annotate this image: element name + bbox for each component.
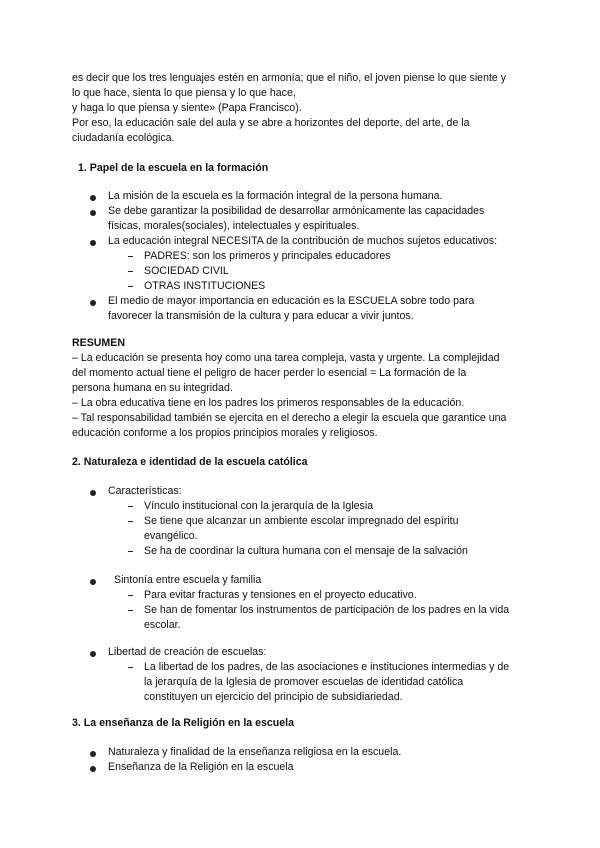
bullet-icon [90,240,96,246]
sub-list-item: Se tiene que alcanzar un ambiente escolar impregnado del espíritu [144,515,459,527]
intro-line: lo que hace, sienta lo que piensa y lo que hace, [72,87,296,99]
intro-line: es decir que los tres lenguajes estén en armonía; que el niño, el joven piense lo que siente y [72,72,507,84]
list-item: Enseñanza de la Religión en la escuela [108,761,294,773]
bullet-icon [90,766,96,772]
dash-icon [128,286,133,287]
sub-list-item: Vínculo institucional con la jerarquía de la Iglesia [144,500,374,512]
dash-icon [128,521,133,522]
resumen-line: – La educación se presenta hoy como una tarea compleja, vasta y urgente. La complejidad [72,352,500,364]
sub-list-item: Se ha de coordinar la cultura humana con el mensaje de la salvación [144,545,468,557]
sub-list-item: OTRAS INSTITUCIONES [144,280,266,292]
resumen-title: RESUMEN [72,337,125,349]
resumen-line: educación conforme a los propios principios morales y religiosos. [72,427,378,439]
section-3-heading: 3. La enseñanza de la Religión en la escuela [72,717,294,729]
dash-icon [128,610,133,611]
resumen-line: – Tal responsabilidad también se ejercita en el derecho a elegir la escuela que garantice una [72,412,507,424]
section-1-heading: 1. Papel de la escuela en la formación [78,162,269,174]
intro-line: y haga lo que piensa y siente» (Papa Francisco). [72,102,302,114]
list-item: Se debe garantizar la posibilidad de desarrollar armónicamente las capacidades [108,205,485,217]
bullet-icon [90,195,96,201]
resumen-line: del momento actual tiene el peligro de hacer perder lo esencial = La formación de la [72,367,467,379]
dash-icon [128,256,133,257]
list-item-continuation: favorecer la transmisión de la cultura y para educar a vivir juntos. [108,310,414,322]
sub-list-item: SOCIEDAD CIVIL [144,265,229,277]
bullet-icon [90,751,96,757]
sub-list-item-continuation: la jerarquía de la Iglesia de promover escuelas de identidad católica [144,676,464,688]
resumen-line: – La obra educativa tiene en los padres los primeros responsables de la educación. [72,397,465,409]
sub-list-item: La libertad de los padres, de las asociaciones e instituciones intermedias y de [144,661,510,673]
bullet-icon [90,579,96,585]
list-item: La misión de la escuela es la formación integral de la persona humana. [108,190,443,202]
list-item: Sintonía entre escuela y familia [114,574,262,586]
intro-line: Por eso, la educación sale del aula y se abre a horizontes del deporte, del arte, de la [72,117,470,129]
sub-list-item-continuation: evangélico. [144,530,198,542]
sub-list-item-continuation: constituyen un ejercicio del principio de subsidiariedad. [144,691,403,703]
dash-icon [128,667,133,668]
list-item: Libertad de creación de escuelas: [108,646,267,658]
list-item-continuation: físicas, morales(sociales), intelectuales y espirituales. [108,220,360,232]
sub-list-item: PADRES: son los primeros y principales educadores [144,250,391,262]
intro-line: ciudadanía ecológica. [72,132,175,144]
sub-list-item-continuation: escolar. [144,619,181,631]
dash-icon [128,271,133,272]
bullet-icon [90,651,96,657]
resumen-line: persona humana en su integridad. [72,382,233,394]
dash-icon [128,551,133,552]
sub-list-item: Para evitar fracturas y tensiones en el proyecto educativo. [144,589,417,601]
list-item: La educación integral NECESITA de la contribución de muchos sujetos educativos: [108,235,498,247]
list-item: Naturaleza y finalidad de la enseñanza religiosa en la escuela. [108,746,402,758]
sub-list-item: Se han de fomentar los instrumentos de participación de los padres en la vida [144,604,510,616]
bullet-icon [90,490,96,496]
list-item: El medio de mayor importancia en educación es la ESCUELA sobre todo para [108,295,475,307]
dash-icon [128,506,133,507]
bullet-icon [90,300,96,306]
list-item: Características: [108,485,182,497]
bullet-icon [90,210,96,216]
section-2-heading: 2. Naturaleza e identidad de la escuela católica [72,456,308,468]
dash-icon [128,595,133,596]
